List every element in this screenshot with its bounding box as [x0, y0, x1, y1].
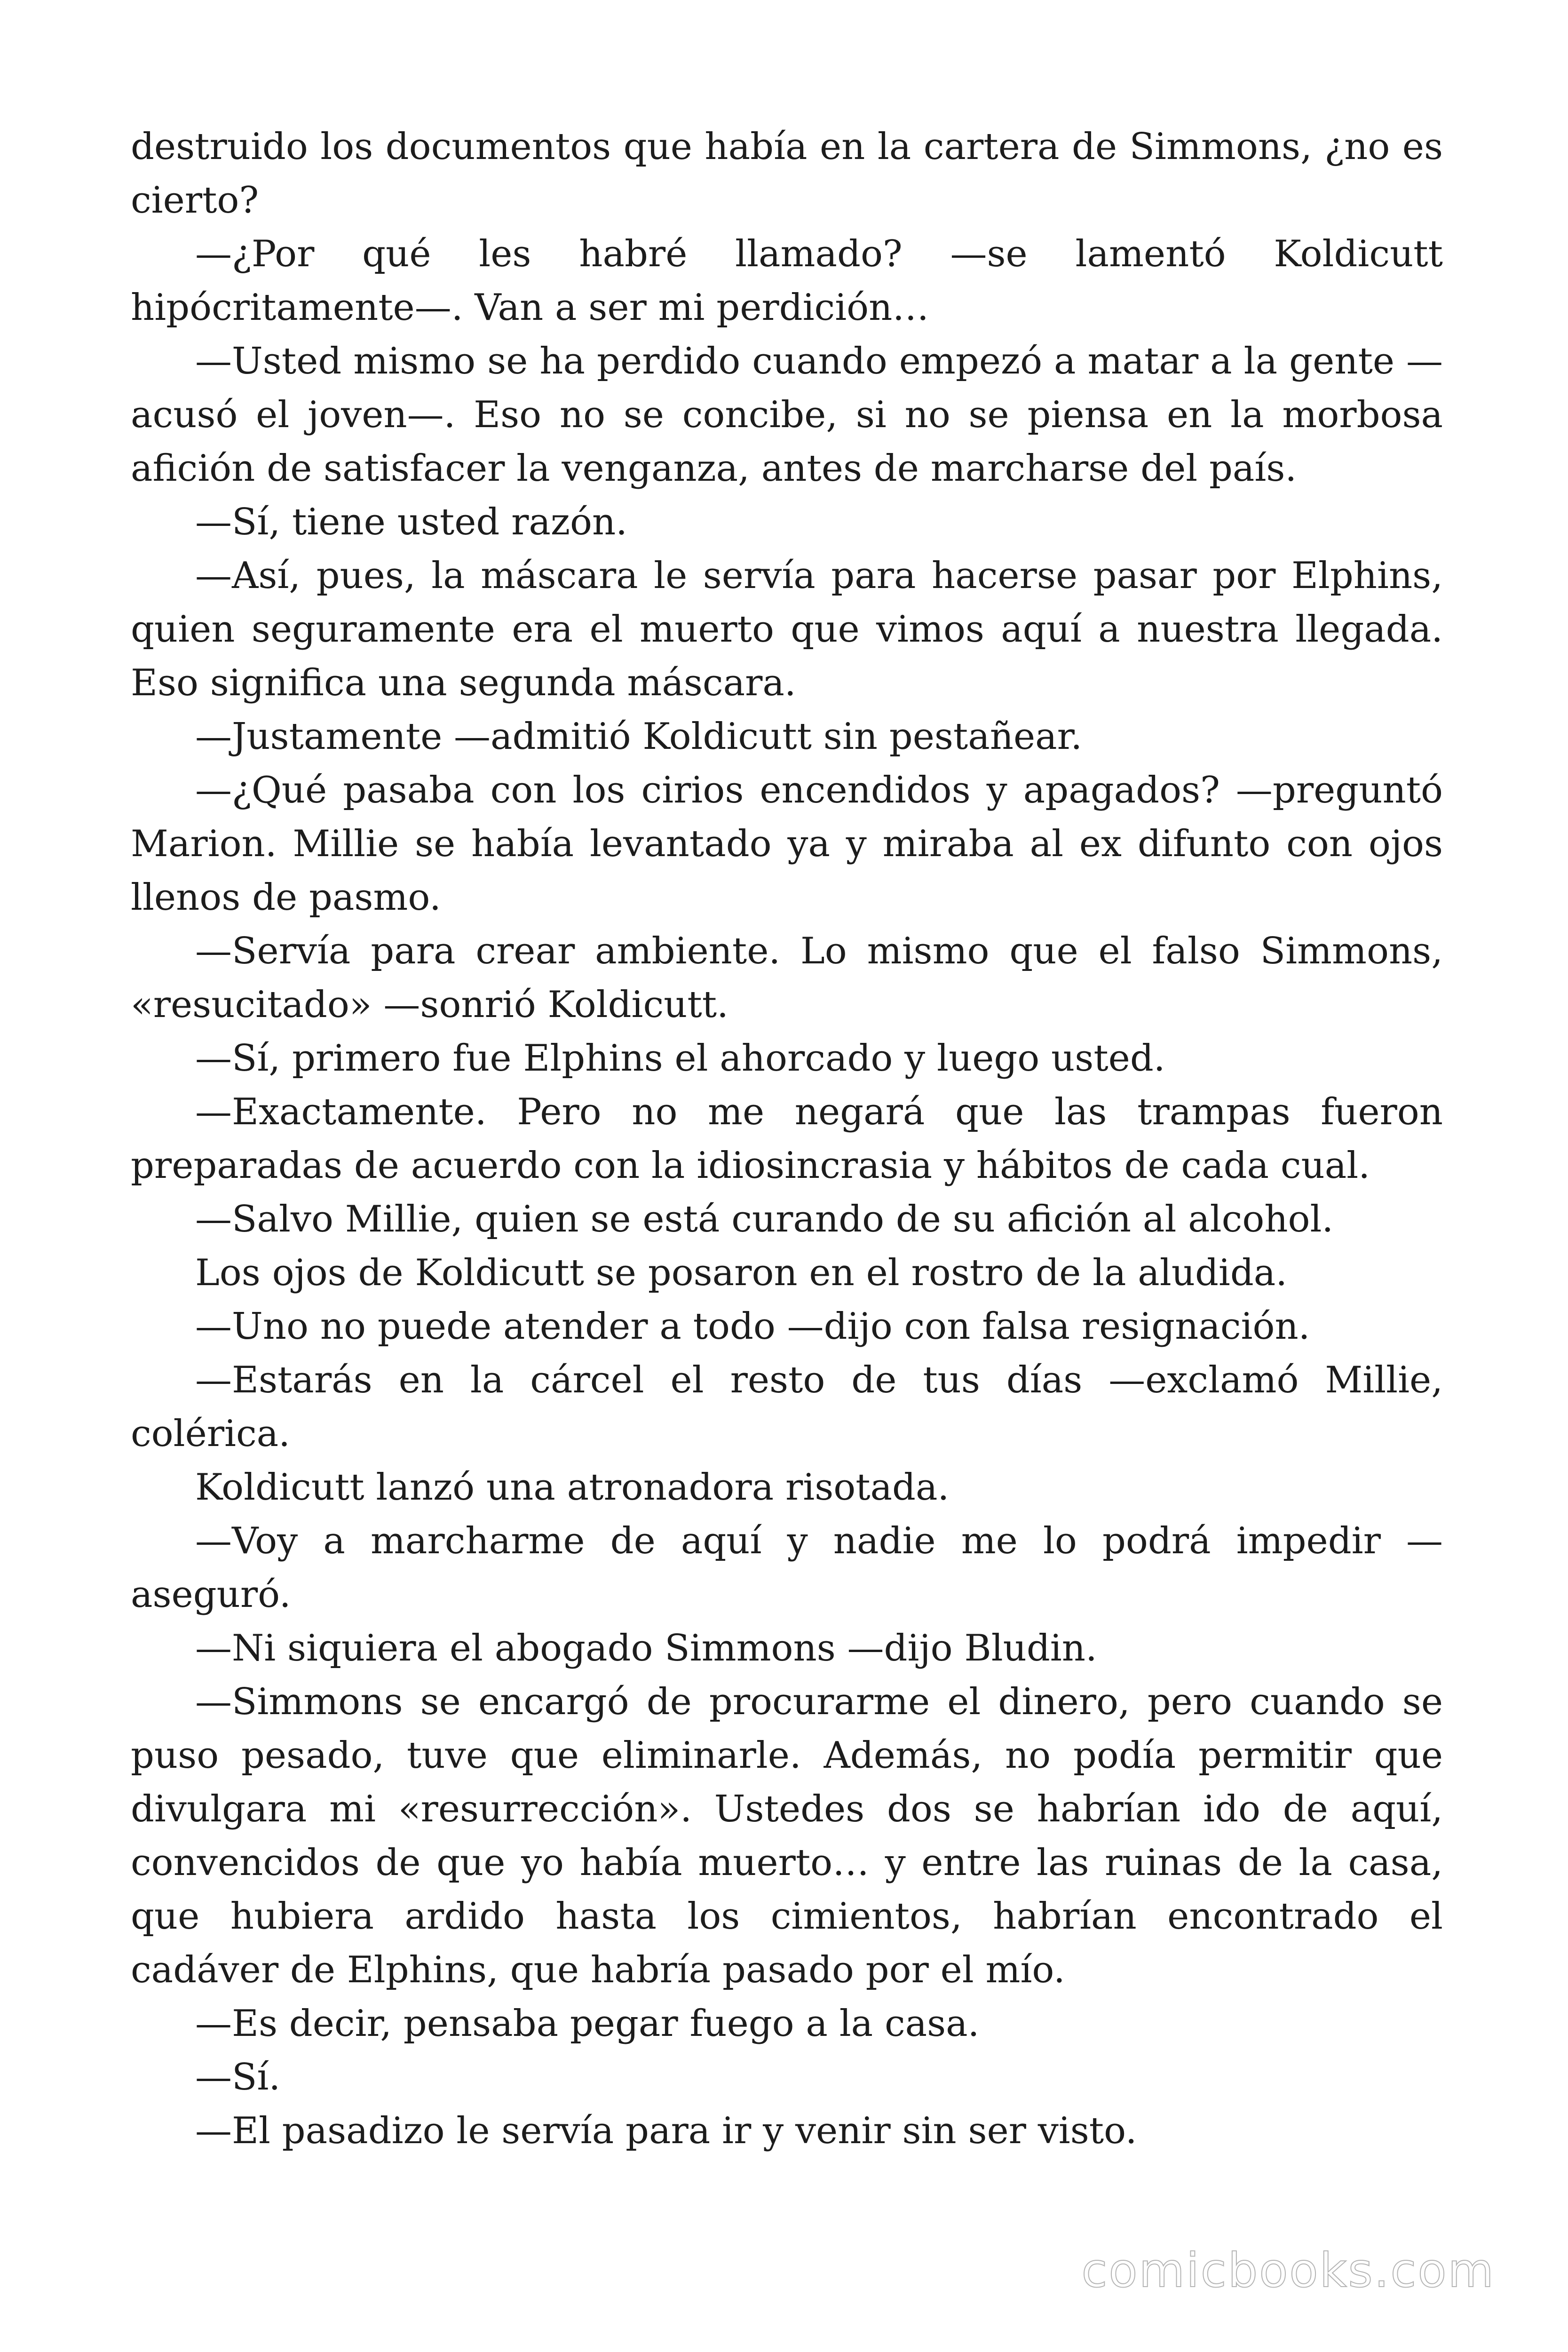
paragraph-12: Los ojos de Koldicutt se posaron en el rostro de la aludida. — [195, 1252, 1288, 1294]
paragraph-19: —Es decir, pensaba pegar fuego a la casa. — [195, 2002, 980, 2045]
paragraph-3: —Usted mismo se ha perdido cuando empezó a matar a la gente —acusó el joven—. Eso no se concibe, si no se piensa en la morbosa afición de satisfacer la venganza, antes de marcharse del país. — [131, 340, 1443, 490]
paragraph-20: —Sí. — [195, 2056, 281, 2098]
paragraph-15: Koldicutt lanzó una atronadora risotada. — [195, 1466, 950, 1509]
book-page-text — [131, 120, 1443, 2158]
paragraph-7: —¿Qué pasaba con los cirios encendidos y apagados? —preguntó Marion. Millie se había levantado ya y miraba al ex difunto con ojos llenos de pasmo. — [131, 769, 1443, 919]
watermark: comicbooks.com — [1081, 2243, 1495, 2298]
paragraph-18: —Simmons se encargó de procurarme el dinero, pero cuando se puso pesado, tuve que eliminarle. Además, no podía permitir que divulgara mi «resurrección». Ustedes dos se habrían ido de aquí, convencidos de que yo había muerto… y entre las ruinas de la casa, que hubiera ardido hasta los cimientos, habrían encontrado el cadáver de Elphins, que habría pasado por el mío. — [131, 1681, 1443, 1991]
paragraph-1: destruido los documentos que había en la cartera de Simmons, ¿no es cierto? — [131, 126, 1443, 222]
paragraph-11: —Salvo Millie, quien se está curando de su afición al alcohol. — [195, 1198, 1334, 1240]
paragraph-6: —Justamente —admitió Koldicutt sin pestañear. — [195, 715, 1083, 758]
paragraph-4: —Sí, tiene usted razón. — [195, 501, 627, 543]
paragraph-21: —El pasadizo le servía para ir y venir sin ser visto. — [195, 2110, 1137, 2152]
paragraph-2: —¿Por qué les habré llamado? —se lamentó Koldicutt hipócritamente—. Van a ser mi perdición… — [131, 233, 1443, 329]
paragraph-14: —Estarás en la cárcel el resto de tus días —exclamó Millie, colérica. — [131, 1359, 1443, 1455]
paragraph-13: —Uno no puede atender a todo —dijo con falsa resignación. — [195, 1305, 1310, 1348]
paragraph-17: —Ni siquiera el abogado Simmons —dijo Bludin. — [195, 1627, 1097, 1669]
paragraph-9: —Sí, primero fue Elphins el ahorcado y luego usted. — [195, 1037, 1165, 1080]
paragraph-10: —Exactamente. Pero no me negará que las trampas fueron preparadas de acuerdo con la idiosincrasia y hábitos de cada cual. — [131, 1091, 1443, 1187]
paragraph-5: —Así, pues, la máscara le servía para hacerse pasar por Elphins, quien seguramente era el muerto que vimos aquí a nuestra llegada. Eso significa una segunda máscara. — [131, 555, 1443, 704]
paragraph-16: —Voy a marcharme de aquí y nadie me lo podrá impedir —aseguró. — [131, 1520, 1443, 1616]
paragraph-8: —Servía para crear ambiente. Lo mismo que el falso Simmons, «resucitado» —sonrió Koldicutt. — [131, 930, 1443, 1026]
